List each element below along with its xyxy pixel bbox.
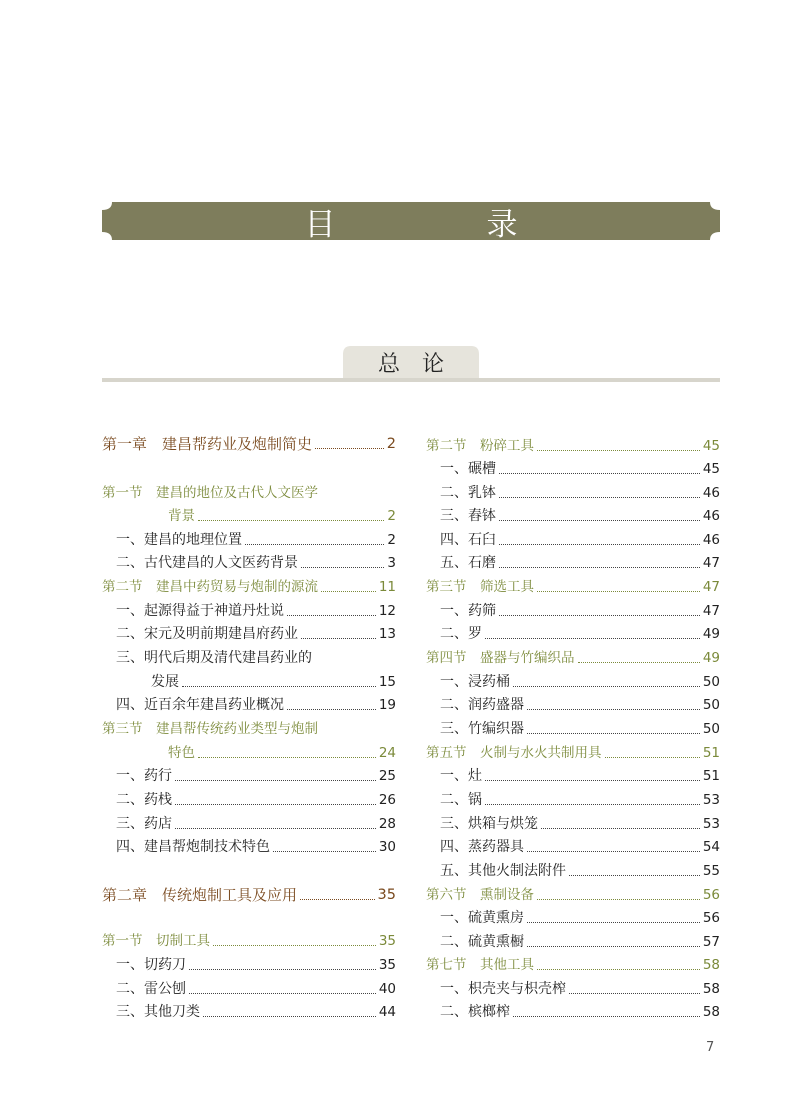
page-number: 7 <box>706 1040 715 1055</box>
toc-item-cont[interactable]: 发展 15 <box>151 674 396 690</box>
toc-section[interactable]: 第二节 粉碎工具 45 <box>426 438 720 454</box>
toc-item[interactable]: 一、枳壳夹与枳壳榨 58 <box>440 981 720 997</box>
toc-item[interactable]: 四、蒸药器具 54 <box>440 839 720 855</box>
toc-section[interactable]: 第五节 火制与水火共制用具 51 <box>426 745 720 761</box>
toc-section-cont[interactable]: 背景 2 <box>168 508 396 524</box>
toc-item[interactable]: 一、建昌的地理位置 2 <box>116 532 396 548</box>
toc-item[interactable]: 五、石磨 47 <box>440 555 720 571</box>
toc-item[interactable]: 二、宋元及明前期建昌府药业 13 <box>116 626 396 642</box>
toc-section[interactable]: 第一节 切制工具 35 <box>102 933 396 949</box>
toc-item[interactable]: 二、槟榔榨 58 <box>440 1004 720 1020</box>
toc-item[interactable]: 二、药栈 26 <box>116 792 396 808</box>
section-divider <box>102 378 720 382</box>
toc-item[interactable]: 一、药筛 47 <box>440 603 720 619</box>
toc-item[interactable]: 四、建昌帮炮制技术特色 30 <box>116 839 396 855</box>
toc-item[interactable]: 三、舂钵 46 <box>440 508 720 524</box>
toc-item[interactable]: 二、乳钵 46 <box>440 485 720 501</box>
toc-item[interactable]: 一、灶 51 <box>440 768 720 784</box>
toc-section[interactable]: 第三节 建昌帮传统药业类型与炮制 <box>102 721 318 737</box>
toc-section-cont[interactable]: 特色 24 <box>168 745 396 761</box>
toc-section[interactable]: 第七节 其他工具 58 <box>426 957 720 973</box>
toc-item[interactable]: 一、碾槽 45 <box>440 461 720 477</box>
toc-item[interactable]: 四、石臼 46 <box>440 532 720 548</box>
toc-item[interactable]: 二、锅 53 <box>440 792 720 808</box>
toc-item[interactable]: 一、起源得益于神道丹灶说 12 <box>116 603 396 619</box>
section-title: 总论 <box>377 352 466 377</box>
toc-item[interactable]: 四、近百余年建昌药业概况 19 <box>116 697 396 713</box>
toc-item[interactable]: 三、其他刀类 44 <box>116 1004 396 1020</box>
toc-item[interactable]: 三、药店 28 <box>116 816 396 832</box>
toc-section[interactable]: 第六节 熏制设备 56 <box>426 887 720 903</box>
toc-item[interactable]: 一、浸药桶 50 <box>440 674 720 690</box>
toc-item[interactable]: 三、竹编织器 50 <box>440 721 720 737</box>
page-title: 目 录 <box>304 206 578 243</box>
toc-item[interactable]: 二、雷公刨 40 <box>116 981 396 997</box>
toc-item[interactable]: 一、硫黄熏房 56 <box>440 910 720 926</box>
toc-chapter[interactable]: 第二章 传统炮制工具及应用 35 <box>102 886 396 904</box>
toc-item[interactable]: 一、切药刀 35 <box>116 957 396 973</box>
title-banner <box>102 202 720 243</box>
toc-item[interactable]: 二、古代建昌的人文医药背景 3 <box>116 555 396 571</box>
toc-item[interactable]: 五、其他火制法附件 55 <box>440 863 720 879</box>
toc-item[interactable]: 三、明代后期及清代建昌药业的 <box>116 650 312 666</box>
toc-item[interactable]: 三、烘箱与烘笼 53 <box>440 816 720 832</box>
toc-item[interactable]: 二、硫黄熏橱 57 <box>440 934 720 950</box>
toc-item[interactable]: 一、药行 25 <box>116 768 396 784</box>
section-tab <box>343 346 479 379</box>
toc-section[interactable]: 第二节 建昌中药贸易与炮制的源流 11 <box>102 579 396 595</box>
toc-section[interactable]: 第一节 建昌的地位及古代人文医学 <box>102 485 318 501</box>
toc-item[interactable]: 二、润药盛器 50 <box>440 697 720 713</box>
toc-section[interactable]: 第三节 筛选工具 47 <box>426 579 720 595</box>
toc-section[interactable]: 第四节 盛器与竹编织品 49 <box>426 650 720 666</box>
toc-item[interactable]: 二、罗 49 <box>440 626 720 642</box>
toc-chapter[interactable]: 第一章 建昌帮药业及炮制简史 2 <box>102 435 396 453</box>
